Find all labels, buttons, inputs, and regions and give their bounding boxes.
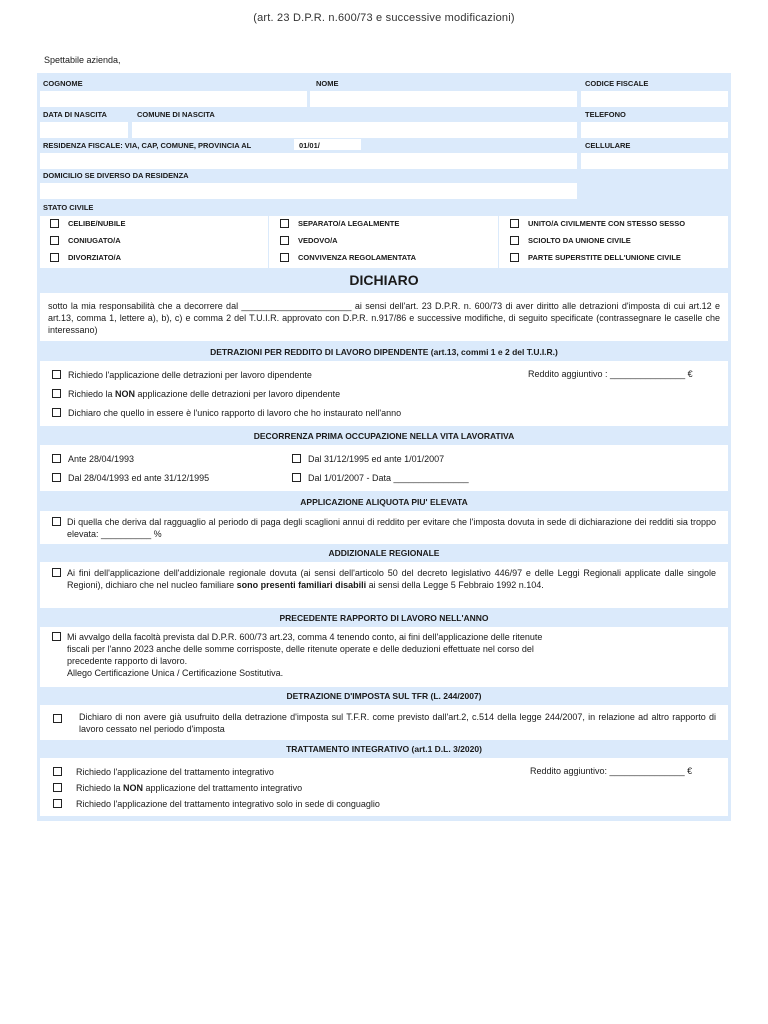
cellulare-field[interactable]	[581, 153, 728, 169]
precedente-line-3: precedente rapporto di lavoro.	[67, 656, 188, 666]
trattamento-option-2[interactable]: Richiedo la NON applicazione del trattamento integrativo	[53, 782, 302, 794]
precedente-line-4: Allego Certificazione Unica / Certificazione Sostitutiva.	[67, 668, 284, 678]
aliquota-box	[40, 511, 728, 544]
nome-field[interactable]	[310, 91, 577, 107]
checkbox[interactable]	[50, 253, 59, 262]
option-parte-superstite[interactable]: PARTE SUPERSTITE DELL'UNIONE CIVILE	[510, 253, 681, 262]
label-telefono: TELEFONO	[585, 110, 626, 119]
greeting: Spettabile azienda,	[44, 55, 121, 65]
dichiaro-title: DICHIARO	[349, 272, 419, 288]
option-celibe[interactable]: CELIBE/NUBILE	[50, 219, 126, 228]
tfr-title: DETRAZIONE D'IMPOSTA SUL TFR (L. 244/2007)	[286, 691, 482, 701]
cognome-field[interactable]	[40, 91, 307, 107]
option-convivenza[interactable]: CONVIVENZA REGOLAMENTATA	[280, 253, 416, 262]
checkbox[interactable]	[53, 714, 62, 723]
label-domicilio: DOMICILIO SE DIVERSO DA RESIDENZA	[43, 171, 189, 180]
checkbox[interactable]	[53, 767, 62, 776]
checkbox[interactable]	[53, 799, 62, 808]
decorrenza-box	[40, 445, 728, 491]
aliquota-option[interactable]: Di quella che deriva dal ragguaglio al periodo di paga degli scaglioni annui di reddito per evitare che l'imposta dovuta in sede di dichiarazione dei redditi sia troppo elevata: __________ %	[67, 516, 716, 540]
checkbox[interactable]	[52, 408, 61, 417]
checkbox[interactable]	[510, 236, 519, 245]
checkbox[interactable]	[53, 783, 62, 792]
checkbox[interactable]	[510, 219, 519, 228]
trattamento-option-3[interactable]: Richiedo l'applicazione del trattamento integrativo solo in sede di conguaglio	[53, 798, 380, 810]
telefono-field[interactable]	[581, 122, 728, 138]
checkbox[interactable]	[280, 236, 289, 245]
label-cognome: COGNOME	[43, 79, 83, 88]
precedente-title: PRECEDENTE RAPPORTO DI LAVORO NELL'ANNO	[279, 613, 489, 623]
checkbox[interactable]	[50, 219, 59, 228]
decorrenza-option-4[interactable]: Dal 1/01/2007 - Data _______________	[292, 472, 469, 484]
label-comune-nascita: COMUNE DI NASCITA	[137, 110, 215, 119]
label-cellulare: CELLULARE	[585, 141, 631, 150]
form-panel	[37, 73, 731, 821]
detrazioni-title: DETRAZIONI PER REDDITO DI LAVORO DIPENDENTE (art.13, commi 1 e 2 del T.U.I.R.)	[210, 347, 558, 357]
checkbox[interactable]	[52, 473, 61, 482]
decorrenza-option-1[interactable]: Ante 28/04/1993	[52, 453, 134, 465]
codice-fiscale-field[interactable]	[581, 91, 728, 107]
tfr-option[interactable]: Dichiaro di non avere già usufruito della detrazione d'imposta sul T.F.R. come previsto dall'art.2, c.514 della legge 244/2007, in relazione ad altro rapporto di lavoro cessato nel periodo d'imposta	[79, 711, 716, 735]
dichiaro-text: sotto la mia responsabilità che a decorrere dal ______________________ ai sensi dell'art. 23 D.P.R. n. 600/73 di aver diritto alle detrazioni d'imposta di cui art.12 e art.13, comma 1, lettere a), b), c) e comma 2 del T.U.I.R. approvato con D.P.R. n.917/86 e successive modifiche, di seguito specificate (contrassegnare le caselle che interessano)	[48, 301, 720, 335]
reddito-aggiuntivo-detrazioni: Reddito aggiuntivo : _______________ €	[528, 369, 693, 379]
decorrenza-option-3[interactable]: Dal 31/12/1995 ed ante 1/01/2007	[292, 453, 444, 465]
checkbox[interactable]	[52, 568, 61, 577]
option-unito-civilmente[interactable]: UNITO/A CIVILMENTE CON STESSO SESSO	[510, 219, 685, 228]
document-subtitle: (art. 23 D.P.R. n.600/73 e successive modificazioni)	[253, 12, 515, 24]
checkbox[interactable]	[52, 454, 61, 463]
detrazioni-box	[40, 361, 728, 426]
checkbox[interactable]	[510, 253, 519, 262]
trattamento-title: TRATTAMENTO INTEGRATIVO (art.1 D.L. 3/2020)	[286, 744, 482, 754]
addizionale-option[interactable]: Ai fini dell'applicazione dell'addizionale regionale dovuta (ai sensi dell'articolo 50 del decreto legislativo 446/97 e delle Leggi Regionali applicate dalle singole Regioni), dichiaro che nel nucleo familiare sono presenti familiari disabili ai sensi della Legge 5 Febbraio 1992 n.104.	[67, 567, 716, 591]
label-stato-civile: STATO CIVILE	[43, 203, 94, 212]
option-sciolto-unione[interactable]: SCIOLTO DA UNIONE CIVILE	[510, 236, 631, 245]
checkbox[interactable]	[52, 517, 61, 526]
addizionale-box	[40, 562, 728, 608]
detrazioni-option-2[interactable]: Richiedo la NON applicazione delle detrazioni per lavoro dipendente	[52, 388, 340, 400]
label-data-nascita: DATA DI NASCITA	[43, 110, 107, 119]
residenza-date: 01/01/	[299, 141, 320, 150]
label-codice-fiscale: CODICE FISCALE	[585, 79, 649, 88]
aliquota-title: APPLICAZIONE ALIQUOTA PIU' ELEVATA	[300, 497, 468, 507]
data-nascita-field[interactable]	[40, 122, 128, 138]
dichiaro-box	[40, 293, 728, 341]
trattamento-box	[40, 758, 728, 816]
option-divorziato[interactable]: DIVORZIATO/A	[50, 253, 121, 262]
reddito-aggiuntivo-trattamento: Reddito aggiuntivo: _______________ €	[530, 766, 693, 776]
checkbox[interactable]	[280, 253, 289, 262]
checkbox[interactable]	[52, 389, 61, 398]
detrazioni-option-3[interactable]: Dichiaro che quello in essere è l'unico rapporto di lavoro che ho instaurato nell'anno	[52, 407, 401, 419]
option-separato[interactable]: SEPARATO/A LEGALMENTE	[280, 219, 399, 228]
decorrenza-option-2[interactable]: Dal 28/04/1993 ed ante 31/12/1995	[52, 472, 209, 484]
checkbox[interactable]	[292, 454, 301, 463]
comune-nascita-field[interactable]	[132, 122, 577, 138]
addizionale-title: ADDIZIONALE REGIONALE	[328, 548, 440, 558]
checkbox[interactable]	[52, 632, 61, 641]
label-residenza: RESIDENZA FISCALE: VIA, CAP, COMUNE, PROVINCIA AL	[43, 141, 252, 150]
tfr-box	[40, 705, 728, 740]
checkbox[interactable]	[52, 370, 61, 379]
precedente-line-1: Mi avvalgo della facoltà prevista dal D.P.R. 600/73 art.23, comma 4 tenendo conto, ai fini dell'applicazione delle ritenute	[67, 632, 543, 642]
trattamento-option-1[interactable]: Richiedo l'applicazione del trattamento integrativo	[53, 766, 274, 778]
domicilio-field[interactable]	[40, 183, 577, 199]
precedente-box	[40, 627, 728, 687]
option-coniugato[interactable]: CONIUGATO/A	[50, 236, 121, 245]
decorrenza-title: DECORRENZA PRIMA OCCUPAZIONE NELLA VITA LAVORATIVA	[253, 431, 515, 441]
residenza-field[interactable]	[40, 153, 577, 169]
option-vedovo[interactable]: VEDOVO/A	[280, 236, 338, 245]
checkbox[interactable]	[280, 219, 289, 228]
checkbox[interactable]	[50, 236, 59, 245]
precedente-line-2: fiscali per l'anno 2023 anche delle somme corrisposte, delle ritenute operate e delle deduzioni effettuate nel corso del	[67, 644, 534, 654]
checkbox[interactable]	[292, 473, 301, 482]
label-nome: NOME	[316, 79, 339, 88]
stato-civile-grid	[40, 216, 728, 268]
detrazioni-option-1[interactable]: Richiedo l'applicazione delle detrazioni per lavoro dipendente	[52, 369, 312, 381]
precedente-option[interactable]	[67, 631, 716, 679]
